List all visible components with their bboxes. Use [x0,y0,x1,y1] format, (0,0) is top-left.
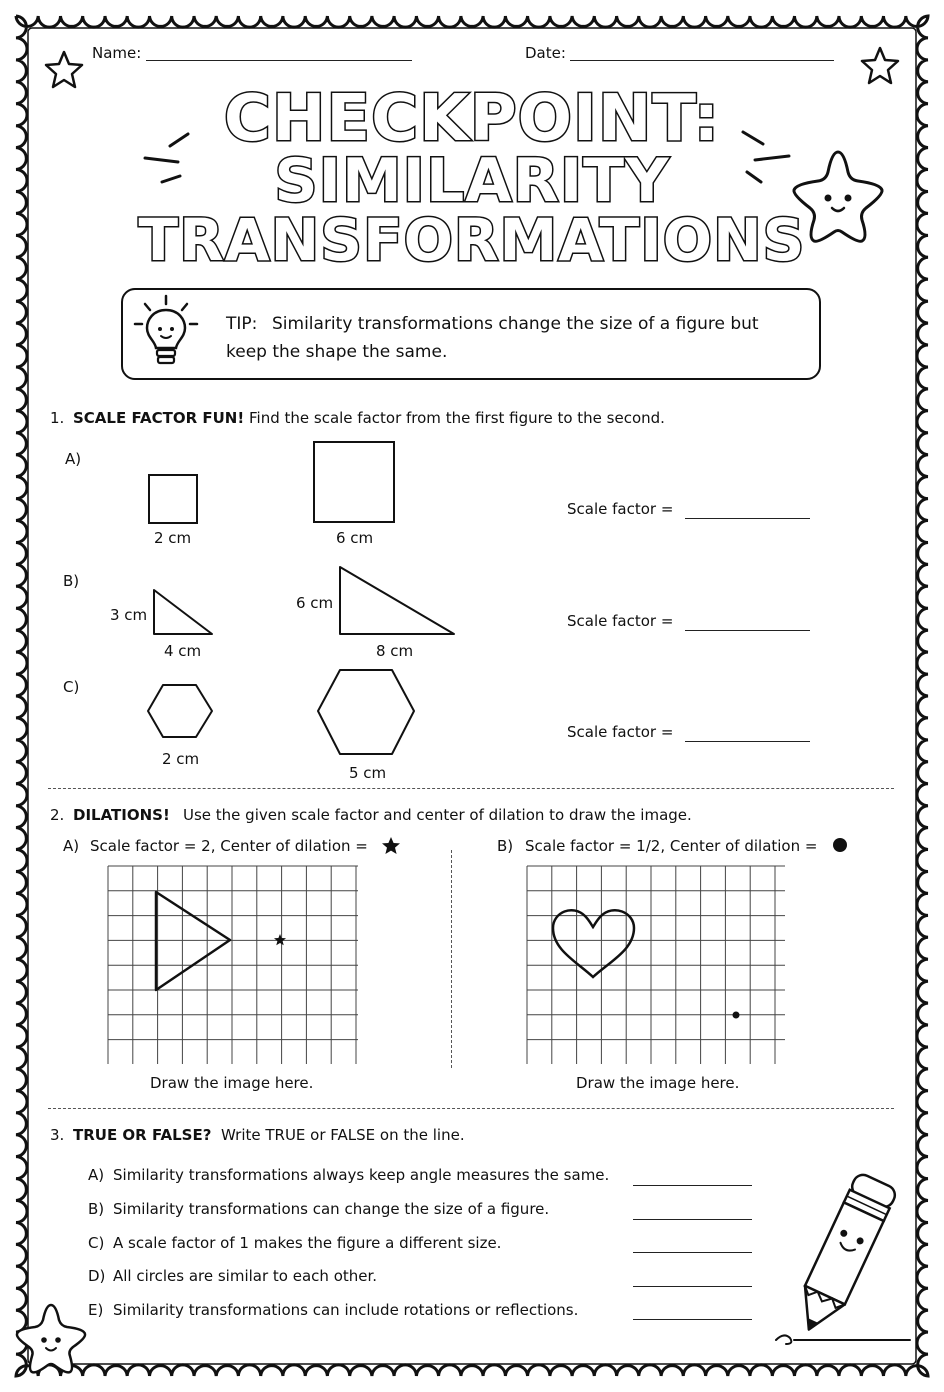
dilation-b-text: Scale factor = 1/2, Center of dilation = [525,837,818,855]
large-hexagon-figure [316,668,416,758]
scale-factor-label-b: Scale factor = [567,612,674,630]
statement-e-text: Similarity transformations can include rotations or reflections. [113,1301,579,1319]
statement-c-label: C) [88,1234,105,1252]
page-title-line3: TRANSFORMATIONS [138,206,806,274]
heart-preimage [553,910,634,977]
section1-number: 1. [50,409,65,427]
scale-factor-label-c: Scale factor = [567,723,674,741]
star-icon [381,836,401,856]
tip-text-line2: keep the shape the same. [226,342,448,362]
section2-column-divider [451,850,452,1068]
large-triangle-height: 6 cm [296,594,334,612]
statement-b-text: Similarity transformations can change the size of a figure. [113,1200,550,1218]
smiling-star-icon [788,148,888,244]
scale-factor-answer-a[interactable] [685,518,810,519]
sparkle-lines-right-icon [735,128,795,188]
pencil-icon [770,1168,920,1348]
dilation-a-label: A) [63,837,80,855]
smiling-star-icon [14,1302,88,1374]
name-label: Name: [92,44,142,62]
dilation-a-text: Scale factor = 2, Center of dilation = [90,837,368,855]
name-field[interactable] [146,60,412,61]
section1-instruction: Find the scale factor from the first figure to the second. [249,409,665,427]
dilation-a-caption: Draw the image here. [150,1074,314,1092]
large-triangle-base: 8 cm [376,642,414,660]
triangle-preimage [156,892,230,990]
statement-e-label: E) [88,1301,104,1319]
small-hexagon-side: 2 cm [162,750,200,768]
tip-text-line1: Similarity transformations change the size of a figure but [272,314,759,334]
section-divider [48,788,894,789]
section2-heading: DILATIONS! [73,806,170,824]
answer-line-d[interactable] [633,1286,752,1287]
dilation-grid-a[interactable] [108,866,360,1066]
page-title-line2: SIMILARITY [274,146,670,216]
small-square-figure [145,472,205,532]
problem-1b-label: B) [63,572,80,590]
dilation-b-caption: Draw the image here. [576,1074,740,1092]
section2-instruction: Use the given scale factor and center of dilation to draw the image. [183,806,692,824]
large-hexagon-side: 5 cm [349,764,387,782]
problem-1c-label: C) [63,678,80,696]
star-icon [860,46,900,86]
section1-heading: SCALE FACTOR FUN! [73,409,245,427]
date-label: Date: [525,44,566,62]
scale-factor-label-a: Scale factor = [567,500,674,518]
scale-factor-answer-b[interactable] [685,630,810,631]
answer-line-e[interactable] [633,1319,752,1320]
statement-d-label: D) [88,1267,106,1285]
dilation-b-label: B) [497,837,514,855]
section2-number: 2. [50,806,65,824]
statement-a-text: Similarity transformations always keep angle measures the same. [113,1166,610,1184]
center-of-dilation-dot [733,1012,740,1019]
large-square-side: 6 cm [336,529,374,547]
problem-1a-label: A) [65,450,82,468]
answer-line-a[interactable] [633,1185,752,1186]
section3-instruction: Write TRUE or FALSE on the line. [221,1126,465,1144]
small-hexagon-figure [146,683,216,743]
dilation-grid-b[interactable] [527,866,787,1066]
statement-d-text: All circles are similar to each other. [113,1267,378,1285]
scale-factor-answer-c[interactable] [685,741,810,742]
tip-label: TIP: [226,314,258,334]
small-triangle-height: 3 cm [110,606,148,624]
section-divider [48,1108,894,1109]
dot-icon [832,837,848,853]
answer-line-c[interactable] [633,1252,752,1253]
statement-b-label: B) [88,1200,105,1218]
statement-a-label: A) [88,1166,105,1184]
small-triangle-base: 4 cm [164,642,202,660]
small-square-side: 2 cm [154,529,192,547]
large-square-figure [310,438,400,528]
lightbulb-icon [131,294,201,374]
sparkle-lines-left-icon [140,130,200,190]
small-triangle-figure [150,586,220,636]
large-triangle-figure [336,563,461,638]
answer-line-b[interactable] [633,1219,752,1220]
page-title-line1: CHECKPOINT: [223,82,721,156]
date-field[interactable] [570,60,834,61]
statement-c-text: A scale factor of 1 makes the figure a different size. [113,1234,502,1252]
center-of-dilation-star [274,934,286,945]
section3-number: 3. [50,1126,65,1144]
tip-box [121,288,821,380]
section3-heading: TRUE OR FALSE? [73,1126,212,1144]
